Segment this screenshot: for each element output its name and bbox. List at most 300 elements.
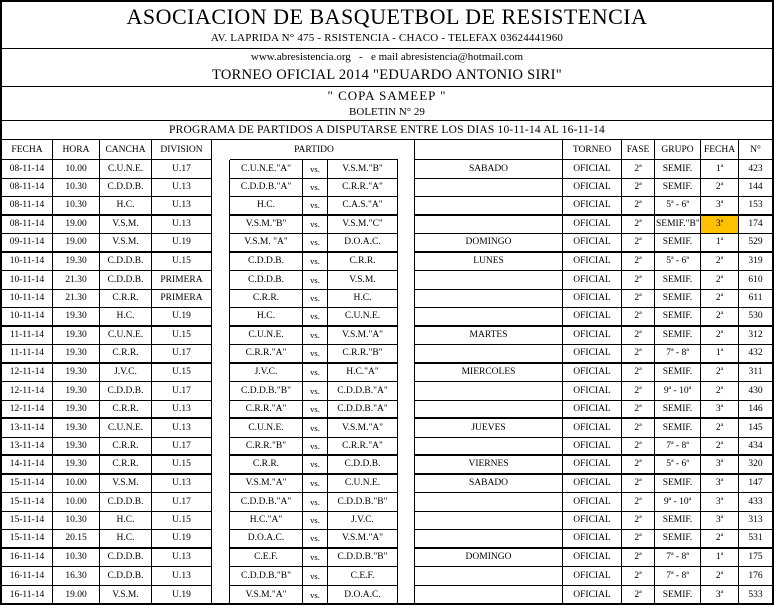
cell-dia: DOMINGO — [415, 234, 563, 253]
bulletin-number: BOLETIN N° 29 — [349, 106, 425, 118]
cell-equipo-visitante: C.D.D.B. — [328, 456, 398, 475]
cell-hora: 21.30 — [53, 271, 100, 290]
cell-numero: 176 — [739, 567, 772, 586]
cell-fecha-numero: 2ª — [701, 327, 739, 346]
cell-numero: 146 — [739, 401, 772, 420]
cell-fecha-numero: 2ª — [701, 530, 739, 549]
cell-fecha-numero: 2ª — [701, 364, 739, 383]
cell-grupo: SEMIF. — [655, 271, 701, 290]
cell-spacer-right — [398, 327, 415, 346]
cell-fecha-numero: 2ª — [701, 179, 739, 198]
cell-equipo-visitante: C.E.F. — [328, 567, 398, 586]
table-row — [2, 549, 772, 568]
cell-fecha-numero: 1ª — [701, 160, 739, 179]
table-row — [2, 197, 772, 216]
cell-cancha: C.R.R. — [100, 290, 152, 309]
cell-torneo: OFICIAL — [563, 382, 622, 401]
cell-fase: 2ª — [622, 586, 655, 605]
cell-equipo-visitante: C.D.D.B."A" — [328, 401, 398, 420]
table-row — [2, 179, 772, 198]
cell-grupo: 5ª - 6ª — [655, 197, 701, 216]
cell-equipo-visitante: D.O.A.C. — [328, 586, 398, 605]
cell-fase: 2ª — [622, 475, 655, 494]
cell-grupo: SEMIF. — [655, 512, 701, 531]
cell-fecha: 12-11-14 — [2, 364, 53, 383]
cell-torneo: OFICIAL — [563, 308, 622, 327]
cell-fecha: 10-11-14 — [2, 308, 53, 327]
cell-equipo-visitante: V.S.M."A" — [328, 327, 398, 346]
cell-equipo-visitante: D.O.A.C. — [328, 234, 398, 253]
cell-equipo-local: C.D.D.B."B" — [230, 382, 303, 401]
cell-fase: 2ª — [622, 216, 655, 235]
cell-equipo-local: C.R.R. — [230, 290, 303, 309]
cell-spacer-right — [398, 512, 415, 531]
cell-cancha: V.S.M. — [100, 586, 152, 605]
cell-torneo: OFICIAL — [563, 512, 622, 531]
col-header-cancha: CANCHA — [100, 140, 152, 160]
cell-vs: vs. — [303, 512, 328, 531]
cell-division: U.15 — [152, 253, 212, 272]
cell-spacer-left — [212, 234, 230, 253]
cell-fecha: 09-11-14 — [2, 234, 53, 253]
cell-numero: 145 — [739, 419, 772, 438]
cell-grupo: 9ª - 10ª — [655, 382, 701, 401]
cell-dia: MARTES — [415, 327, 563, 346]
table-row — [2, 308, 772, 327]
cell-vs: vs. — [303, 160, 328, 179]
cell-fecha: 13-11-14 — [2, 419, 53, 438]
cell-fecha-numero: 3ª — [701, 401, 739, 420]
cell-spacer-left — [212, 401, 230, 420]
col-header-division: DIVISION — [152, 140, 212, 160]
cell-fecha-numero: 3ª — [701, 216, 739, 235]
col-header-fecha-nro: FECHA — [701, 140, 739, 160]
cell-fecha: 10-11-14 — [2, 253, 53, 272]
cell-equipo-visitante: C.D.D.B."B" — [328, 549, 398, 568]
tournament-title: TORNEO OFICIAL 2014 "EDUARDO ANTONIO SIRI" — [211, 67, 562, 83]
cell-hora: 10.00 — [53, 493, 100, 512]
cell-spacer-left — [212, 475, 230, 494]
cell-numero: 147 — [739, 475, 772, 494]
cell-torneo: OFICIAL — [563, 586, 622, 605]
cell-dia — [415, 438, 563, 457]
cell-equipo-local: C.R.R."A" — [230, 401, 303, 420]
cell-dia: VIERNES — [415, 456, 563, 475]
cell-grupo: SEMIF."B" — [655, 216, 701, 235]
cell-spacer-right — [398, 290, 415, 309]
cell-numero: 153 — [739, 197, 772, 216]
table-row — [2, 327, 772, 346]
cell-grupo: SEMIF. — [655, 475, 701, 494]
cell-torneo: OFICIAL — [563, 530, 622, 549]
association-title: ASOCIACION DE BASQUETBOL DE RESISTENCIA — [126, 4, 648, 29]
cell-division: U.17 — [152, 382, 212, 401]
cell-spacer-left — [212, 216, 230, 235]
cell-numero: 533 — [748, 589, 763, 600]
cell-fase: 2ª — [622, 345, 655, 364]
website-email-line: www.abresistencia.org - e mail abresistencia@hotmail.com — [250, 51, 524, 63]
cell-hora: 19.30 — [53, 419, 100, 438]
cell-grupo: SEMIF. — [655, 419, 701, 438]
cell-fecha-numero: 3ª — [701, 493, 739, 512]
cell-cancha: C.U.N.E. — [100, 160, 152, 179]
cell-vs: vs. — [303, 456, 328, 475]
cell-torneo: OFICIAL — [563, 271, 622, 290]
cell-division: U.15 — [152, 456, 212, 475]
cell-dia — [415, 179, 563, 198]
cell-hora: 10.30 — [53, 179, 100, 198]
cell-dia: MIERCOLES — [415, 364, 563, 383]
cell-numero: 311 — [739, 364, 772, 383]
cell-hora: 21.30 — [53, 290, 100, 309]
cell-spacer-right — [398, 345, 415, 364]
cell-spacer-right — [398, 382, 415, 401]
cell-cancha: H.C. — [100, 197, 152, 216]
cell-fase: 2ª — [622, 364, 655, 383]
header-block-association — [2, 2, 772, 49]
cell-spacer-right — [398, 567, 415, 586]
cell-fecha: 08-11-14 — [2, 216, 53, 235]
cell-spacer-right — [398, 493, 415, 512]
cell-fase: 2ª — [622, 271, 655, 290]
cell-spacer-left — [212, 512, 230, 531]
cell-division: U.17 — [152, 438, 212, 457]
cell-grupo: 5ª - 6ª — [655, 253, 701, 272]
cell-fase: 2ª — [622, 530, 655, 549]
cell-fase: 2ª — [622, 327, 655, 346]
cell-fase: 2ª — [622, 456, 655, 475]
cell-grupo: 7ª - 8ª — [655, 438, 701, 457]
cell-division: U.19 — [152, 530, 212, 549]
cell-division: U.13 — [152, 401, 212, 420]
cell-vs: vs. — [303, 401, 328, 420]
cell-dia: SABADO — [415, 160, 563, 179]
cell-spacer-right — [398, 271, 415, 290]
cell-fecha-numero: 3ª — [701, 197, 739, 216]
cell-torneo: OFICIAL — [563, 456, 622, 475]
cell-spacer-left — [212, 586, 230, 605]
cell-spacer-right — [398, 419, 415, 438]
cell-torneo: OFICIAL — [563, 364, 622, 383]
cell-equipo-local: C.U.N.E. — [230, 327, 303, 346]
cell-equipo-visitante: H.C. — [328, 290, 398, 309]
cell-dia — [415, 512, 563, 531]
cell-hora: 19.30 — [53, 382, 100, 401]
cell-torneo: OFICIAL — [563, 438, 622, 457]
cell-grupo: 7ª - 8ª — [655, 345, 701, 364]
cell-equipo-visitante: C.R.R."A" — [328, 438, 398, 457]
cell-division: U.13 — [152, 549, 212, 568]
cell-fecha: 11-11-14 — [2, 327, 53, 346]
table-row — [2, 160, 772, 179]
cell-dia — [415, 401, 563, 420]
cell-fase: 2ª — [622, 549, 655, 568]
cell-vs: vs. — [303, 438, 328, 457]
cell-equipo-local: V.S.M."B" — [230, 216, 303, 235]
cell-equipo-visitante: C.R.R."B" — [328, 345, 398, 364]
cell-fase: 2ª — [622, 160, 655, 179]
cell-dia: SABADO — [415, 475, 563, 494]
cell-fecha: 12-11-14 — [2, 382, 53, 401]
cell-division: PRIMERA — [152, 290, 212, 309]
cell-fecha: 15-11-14 — [2, 530, 53, 549]
cell-dia — [415, 216, 563, 235]
cell-dia — [415, 530, 563, 549]
cell-equipo-visitante: C.D.D.B."A" — [328, 382, 398, 401]
cell-numero: 531 — [739, 530, 772, 549]
cell-fecha: 13-11-14 — [2, 438, 53, 457]
cell-fecha-numero: 3ª — [701, 475, 739, 494]
cell-fase: 2ª — [622, 382, 655, 401]
cell-dia: DOMINGO — [415, 549, 563, 568]
cell-torneo: OFICIAL — [563, 253, 622, 272]
cell-vs: vs. — [303, 345, 328, 364]
cell-fecha-numero: 2ª — [701, 567, 739, 586]
cell-spacer-left — [212, 253, 230, 272]
cell-vs: vs. — [303, 327, 328, 346]
cell-grupo: SEMIF. — [655, 327, 701, 346]
cell-equipo-local: D.O.A.C. — [230, 530, 303, 549]
cell-numero: 144 — [739, 179, 772, 198]
table-row — [2, 419, 772, 438]
cell-fecha-numero: 3ª — [701, 586, 739, 605]
cell-vs: vs. — [303, 549, 328, 568]
cell-grupo: 5ª - 6ª — [655, 456, 701, 475]
table-row — [2, 493, 772, 512]
cell-dia — [415, 308, 563, 327]
cell-division: PRIMERA — [152, 271, 212, 290]
cell-fecha: 10-11-14 — [2, 290, 53, 309]
cell-division: U.13 — [152, 179, 212, 198]
cell-spacer-right — [398, 438, 415, 457]
cell-division: U.15 — [152, 512, 212, 531]
cell-grupo: 7ª - 8ª — [655, 567, 701, 586]
cell-spacer-right — [398, 364, 415, 383]
cell-fase: 2ª — [622, 253, 655, 272]
cell-vs: vs. — [303, 197, 328, 216]
cell-torneo: OFICIAL — [563, 216, 622, 235]
cell-fecha: 15-11-14 — [2, 512, 53, 531]
cell-spacer-left — [212, 530, 230, 549]
cell-fecha: 08-11-14 — [2, 160, 53, 179]
table-row — [2, 475, 772, 494]
cell-numero: 434 — [739, 438, 772, 457]
cell-vs: vs. — [303, 271, 328, 290]
cell-equipo-local: H.C. — [230, 197, 303, 216]
cell-fecha: 11-11-14 — [2, 345, 53, 364]
cell-grupo: 7ª - 8ª — [655, 549, 701, 568]
cell-grupo: SEMIF. — [655, 160, 701, 179]
cell-grupo: 9ª - 10ª — [655, 493, 701, 512]
cell-fecha-numero: 1ª — [701, 549, 739, 568]
cell-spacer-left — [212, 160, 230, 179]
cell-numero: 529 — [739, 234, 772, 253]
cell-fecha-numero: 2ª — [701, 438, 739, 457]
cell-equipo-local: C.D.D.B."A" — [230, 493, 303, 512]
cell-grupo: SEMIF. — [655, 308, 701, 327]
cell-spacer-right — [398, 197, 415, 216]
cell-grupo: SEMIF. — [655, 290, 701, 309]
col-header-dia — [415, 140, 563, 160]
cell-dia: JUEVES — [415, 419, 563, 438]
cell-equipo-local: C.D.D.B."B" — [230, 567, 303, 586]
cell-vs: vs. — [303, 586, 328, 605]
cell-equipo-visitante: H.C."A" — [328, 364, 398, 383]
cell-spacer-left — [212, 271, 230, 290]
cell-hora: 19.00 — [53, 216, 100, 235]
cell-equipo-local: C.U.N.E. — [230, 419, 303, 438]
cell-division: U.15 — [152, 364, 212, 383]
cell-dia — [415, 382, 563, 401]
cell-torneo: OFICIAL — [563, 475, 622, 494]
table-row — [2, 567, 772, 586]
cell-dia: LUNES — [415, 253, 563, 272]
cell-fecha-numero: 1ª — [701, 234, 739, 253]
cell-vs: vs. — [303, 216, 328, 235]
cell-cancha: H.C. — [100, 512, 152, 531]
cell-numero: 313 — [739, 512, 772, 531]
cell-fase: 2ª — [622, 234, 655, 253]
cell-vs: vs. — [303, 419, 328, 438]
schedule-body — [2, 160, 772, 604]
cell-spacer-right — [398, 530, 415, 549]
cell-spacer-left — [212, 567, 230, 586]
cell-grupo: SEMIF. — [655, 234, 701, 253]
cell-fase: 2ª — [622, 401, 655, 420]
cell-division: U.19 — [152, 586, 212, 605]
cup-title: " COPA SAMEEP " — [327, 88, 447, 103]
cell-fecha: 08-11-14 — [2, 197, 53, 216]
cell-spacer-left — [212, 456, 230, 475]
table-row — [2, 456, 772, 475]
cell-division: U.13 — [152, 419, 212, 438]
cell-hora: 19.00 — [53, 234, 100, 253]
cell-numero: 530 — [739, 308, 772, 327]
cell-cancha: H.C. — [100, 308, 152, 327]
cell-torneo: OFICIAL — [563, 160, 622, 179]
cell-cancha: C.U.N.E. — [100, 327, 152, 346]
cell-vs: vs. — [303, 179, 328, 198]
col-header-hora: HORA — [53, 140, 100, 160]
cell-spacer-left — [212, 364, 230, 383]
cell-fecha-numero: 3ª — [701, 512, 739, 531]
cell-spacer-left — [212, 345, 230, 364]
cell-dia — [415, 586, 563, 605]
cell-spacer-left — [212, 179, 230, 198]
cell-equipo-visitante: C.R.R."A" — [328, 179, 398, 198]
cell-equipo-local: C.R.R. — [230, 456, 303, 475]
cell-torneo: OFICIAL — [563, 197, 622, 216]
cell-equipo-visitante: V.S.M."C" — [328, 216, 398, 235]
cell-spacer-left — [212, 290, 230, 309]
cell-hora: 10.30 — [53, 197, 100, 216]
cell-fecha-numero: 2ª — [701, 253, 739, 272]
cell-spacer-left — [212, 549, 230, 568]
cell-equipo-local: H.C."A" — [230, 512, 303, 531]
cell-vs: vs. — [303, 308, 328, 327]
table-row — [2, 345, 772, 364]
cell-equipo-local: J.V.C. — [230, 364, 303, 383]
cell-equipo-local: C.D.D.B. — [230, 253, 303, 272]
schedule-header-row — [2, 140, 772, 160]
cell-spacer-left — [212, 197, 230, 216]
cell-division: U.17 — [152, 345, 212, 364]
cell-equipo-visitante: V.S.M."B" — [328, 160, 398, 179]
cell-hora: 19.30 — [53, 253, 100, 272]
cell-spacer-right — [398, 586, 415, 605]
table-row — [2, 253, 772, 272]
cell-fase: 2ª — [622, 197, 655, 216]
cell-fecha-numero: 2ª — [701, 419, 739, 438]
cell-cancha: C.R.R. — [100, 345, 152, 364]
cell-division: U.15 — [152, 327, 212, 346]
cell-division: U.19 — [152, 234, 212, 253]
spacer-header-left — [212, 140, 230, 160]
cell-fase: 2ª — [622, 179, 655, 198]
cell-division: U.19 — [152, 308, 212, 327]
cell-cancha: J.V.C. — [100, 364, 152, 383]
cell-vs: vs. — [303, 364, 328, 383]
cell-numero: 423 — [739, 160, 772, 179]
cell-spacer-right — [398, 401, 415, 420]
cell-hora: 19.30 — [53, 364, 100, 383]
cell-dia — [415, 567, 563, 586]
cell-fase: 2ª — [622, 308, 655, 327]
header-block-cup — [2, 87, 772, 121]
cell-hora: 19.30 — [53, 438, 100, 457]
cell-spacer-left — [212, 308, 230, 327]
table-row — [2, 271, 772, 290]
cell-cancha: V.S.M. — [100, 475, 152, 494]
cell-cancha: C.R.R. — [100, 401, 152, 420]
cell-cancha: C.D.D.B. — [100, 253, 152, 272]
cell-numero: 610 — [739, 271, 772, 290]
cell-fecha: 15-11-14 — [2, 493, 53, 512]
cell-numero: 320 — [739, 456, 772, 475]
cell-division: U.13 — [152, 216, 212, 235]
cell-spacer-right — [398, 456, 415, 475]
cell-division: U.13 — [152, 197, 212, 216]
cell-hora: 20.15 — [53, 530, 100, 549]
cell-equipo-visitante: C.D.D.B."B" — [328, 493, 398, 512]
cell-numero: 174 — [739, 216, 772, 235]
table-row — [2, 234, 772, 253]
cell-fecha: 15-11-14 — [2, 475, 53, 494]
cell-torneo: OFICIAL — [563, 419, 622, 438]
cell-spacer-right — [398, 549, 415, 568]
cell-cancha: C.D.D.B. — [100, 493, 152, 512]
cell-grupo: SEMIF. — [655, 586, 701, 605]
program-line: PROGRAMA DE PARTIDOS A DISPUTARSE ENTRE LOS DIAS 10-11-14 AL 16-11-14 — [168, 124, 606, 136]
table-row — [2, 216, 772, 235]
cell-hora: 19.30 — [53, 345, 100, 364]
cell-hora: 19.00 — [53, 586, 100, 605]
col-header-fecha: FECHA — [2, 140, 53, 160]
table-row — [2, 530, 772, 549]
col-header-grupo: GRUPO — [655, 140, 701, 160]
cell-fase: 2ª — [622, 438, 655, 457]
schedule-table — [2, 140, 772, 604]
cell-dia — [415, 290, 563, 309]
cell-numero: 430 — [739, 382, 772, 401]
cell-fase: 2ª — [622, 567, 655, 586]
association-address: AV. LAPRIDA N° 475 - RSISTENCIA - CHACO - TELEFAX 03624441960 — [210, 32, 564, 44]
cell-vs: vs. — [303, 475, 328, 494]
cell-equipo-visitante: C.U.N.E. — [328, 475, 398, 494]
cell-cancha: C.D.D.B. — [100, 382, 152, 401]
cell-dia — [415, 345, 563, 364]
cell-hora: 19.30 — [53, 308, 100, 327]
